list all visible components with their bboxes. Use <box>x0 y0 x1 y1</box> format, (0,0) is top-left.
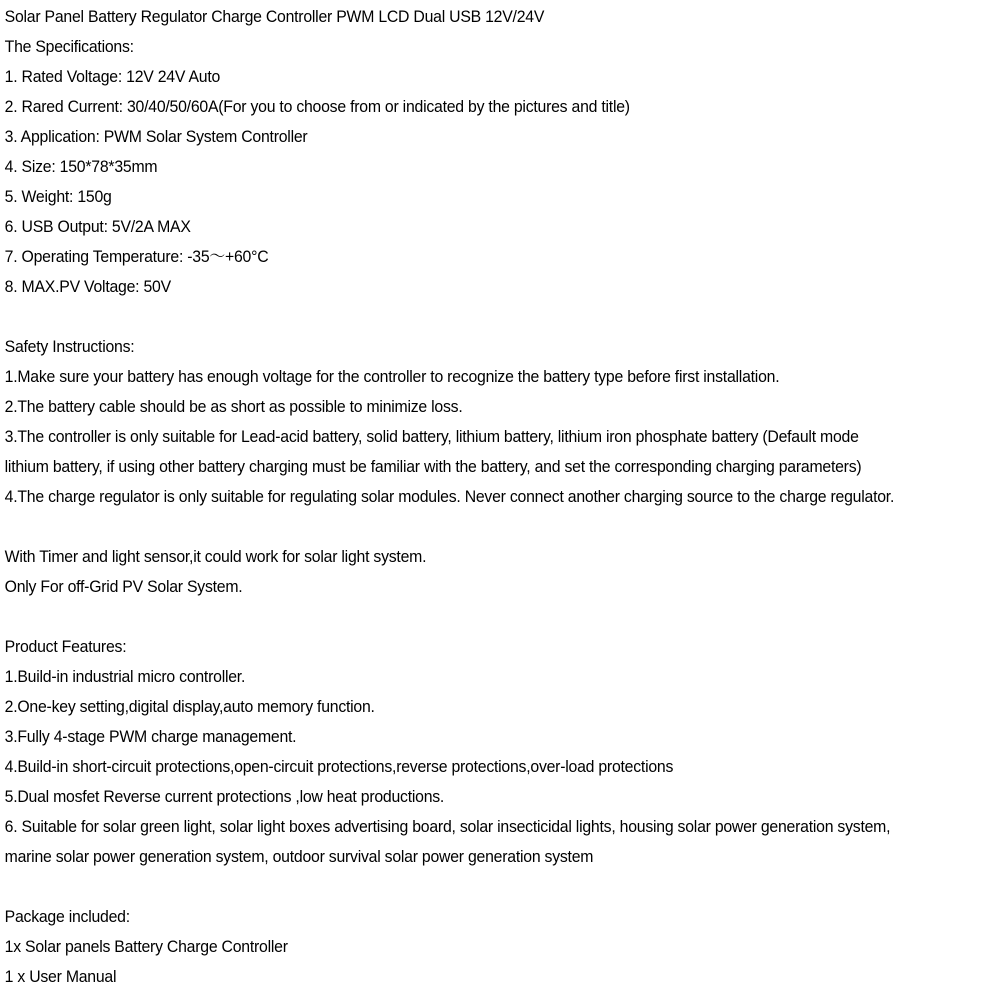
feature-line: 1.Build-in industrial micro controller. <box>4 667 246 686</box>
intro-section <box>5 2 1000 302</box>
safety-line: 1.Make sure your battery has enough voltage for the controller to recognize the battery type before first installation. <box>4 367 780 386</box>
feature-line: 4.Build-in short-circuit protections,open-circuit protections,reverse protections,over-load protections <box>4 757 674 776</box>
usage-note-line: With Timer and light sensor,it could work for solar light system. <box>4 547 427 566</box>
safety-line: 2.The battery cable should be as short as possible to minimize loss. <box>4 397 463 416</box>
package-line: 1 x User Manual <box>4 967 117 986</box>
feature-line: marine solar power generation system, outdoor survival solar power generation system <box>4 847 594 866</box>
spec-line: 5. Weight: 150g <box>4 187 112 206</box>
package-line: 1x Solar panels Battery Charge Controller <box>4 937 288 956</box>
specifications-heading: The Specifications: <box>4 37 134 56</box>
usage-notes-section <box>5 542 1000 602</box>
product-title: Solar Panel Battery Regulator Charge Controller PWM LCD Dual USB 12V/24V <box>4 7 545 26</box>
features-heading: Product Features: <box>4 637 127 656</box>
feature-line: 5.Dual mosfet Reverse current protections ,low heat productions. <box>4 787 445 806</box>
usage-note-line: Only For off-Grid PV Solar System. <box>4 577 243 596</box>
package-section <box>5 902 1000 992</box>
safety-line: 3.The controller is only suitable for Lead-acid battery, solid battery, lithium battery, lithium iron phosphate battery (Default mode <box>4 427 859 446</box>
spec-line: 4. Size: 150*78*35mm <box>4 157 158 176</box>
feature-line: 3.Fully 4-stage PWM charge management. <box>4 727 297 746</box>
spec-line: 8. MAX.PV Voltage: 50V <box>4 277 171 296</box>
safety-line: 4.The charge regulator is only suitable for regulating solar modules. Never connect another charging source to the charge regulator. <box>4 487 895 506</box>
feature-line: 2.One-key setting,digital display,auto memory function. <box>4 697 375 716</box>
safety-heading: Safety Instructions: <box>4 337 135 356</box>
package-heading: Package included: <box>4 907 130 926</box>
features-section <box>5 632 1000 872</box>
spec-line: 1. Rated Voltage: 12V 24V Auto <box>4 67 221 86</box>
spec-line: 6. USB Output: 5V/2A MAX <box>4 217 191 236</box>
safety-section <box>5 332 1000 512</box>
spec-line: 7. Operating Temperature: -35～+60°C <box>4 247 269 266</box>
spec-line: 3. Application: PWM Solar System Controller <box>4 127 308 146</box>
spec-line: 2. Rared Current: 30/40/50/60A(For you to choose from or indicated by the pictures and title) <box>4 97 630 116</box>
safety-line: lithium battery, if using other battery charging must be familiar with the battery, and set the corresponding charging parameters) <box>4 457 862 476</box>
feature-line: 6. Suitable for solar green light, solar light boxes advertising board, solar insecticidal lights, housing solar power generation system, <box>4 817 891 836</box>
